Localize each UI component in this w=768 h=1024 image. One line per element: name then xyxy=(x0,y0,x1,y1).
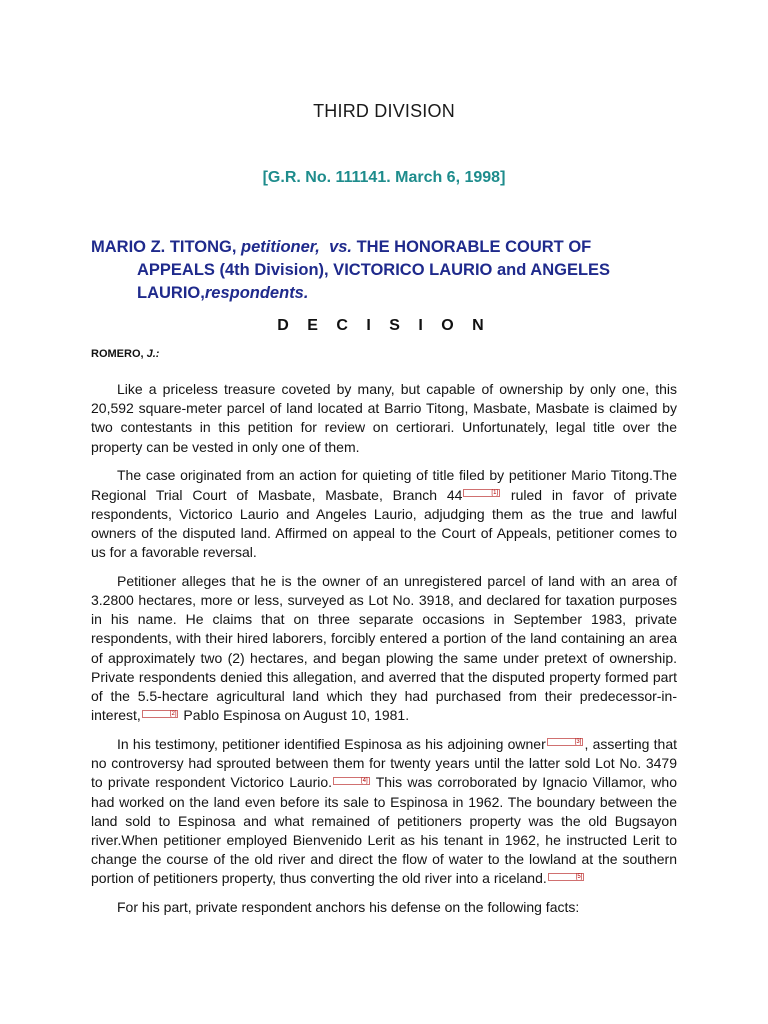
versus-label: vs. xyxy=(329,238,352,256)
footnote-link-3[interactable]: [3] xyxy=(547,738,584,746)
footnote-link-4[interactable]: [4] xyxy=(333,777,370,785)
respondents-role: respondents. xyxy=(204,284,309,302)
caption-line-2: APPEALS (4th Division), VICTORICO LAURIO and ANGELES xyxy=(137,261,611,279)
paragraph-4-text-c: This was corroborated by Ignacio Villamor, who had worked on the land even before its sale to Espinosa in 1962. The boundary between the land sold to Espinosa and what remained of petitioners property was the old Bugsayon river.When petitioner employed Bienvenido Lerit as his tenant in 1962, he instructed Lerit to change the course of the old river and direct the flow of water to the lowland at the southern portion of petitioners property, thus converting the old river into a riceland. xyxy=(91,774,677,887)
respondents-line-1: THE HONORABLE COURT OF xyxy=(356,238,592,256)
footnote-link-2[interactable]: [2] xyxy=(142,710,179,718)
paragraph-3-text-b: Pablo Espinosa on August 10, 1981. xyxy=(179,707,410,724)
paragraph-2-text-b: ruled in favor of private respondents, Victorico Laurio and Angeles Laurio, adjudging them as the true and lawful owners of the disputed land. Affirmed on appeal to the Court of Appeals, petitioner comes to us for a favorable reversal. xyxy=(91,486,678,561)
paragraph-2-text-a: The case originated from an action for quieting of title filed by petitioner Mario Titong.The Regional Trial Court of Masbate, Masbate, Branch 44 xyxy=(91,467,677,503)
gr-number-heading: [G.R. No. 111141. March 6, 1998] xyxy=(262,169,506,186)
caption-line-1 xyxy=(91,236,677,259)
paragraph-3 xyxy=(91,572,677,726)
footnote-link-1[interactable]: [1] xyxy=(463,489,500,497)
petitioner-name: MARIO Z. TITONG, xyxy=(91,238,237,256)
ponente xyxy=(91,348,159,360)
footnote-link-5[interactable]: [5] xyxy=(548,873,585,881)
division-heading: THIRD DIVISION xyxy=(313,101,455,121)
caption-line-3 xyxy=(91,282,677,305)
case-caption xyxy=(91,236,677,305)
petitioner-role: petitioner, xyxy=(241,238,320,256)
paragraph-4-text-b: , asserting that no controversy had sprouted between them for twenty years until the latter sold Lot No. 3479 to private respondent Victorico Laurio. xyxy=(91,735,678,791)
paragraph-5: For his part, private respondent anchors his defense on the following facts: xyxy=(117,899,580,916)
ponente-title: J.: xyxy=(146,348,160,360)
paragraph-2 xyxy=(91,466,677,562)
paragraph-4-text-a: In his testimony, petitioner identified Espinosa as his adjoining owner xyxy=(117,735,546,752)
paragraph-4 xyxy=(91,735,677,889)
ponente-name: ROMERO, xyxy=(91,348,144,360)
paragraph-1: Like a priceless treasure coveted by many, but capable of ownership by only one, this 20,592 square-meter parcel of land located at Barrio Titong, Masbate, Masbate is claimed by two contestants in this petition for review on certiorari. Unfortunately, legal title over the property can be vested in only one of them. xyxy=(91,381,677,455)
paragraph-3-text-a: Petitioner alleges that he is the owner of an unregistered parcel of land with an area of 3.2800 hectares, more or less, surveyed as Lot No. 3918, and declared for taxation purposes in his name. He claims that on three separate occasions in September 1983, private respondents, with their hired laborers, forcibly entered a portion of the land containing an area of approximately two (2) hectares, and began plowing the same under pretext of ownership. Private respondents denied this allegation, and averred that the disputed property formed part of the 5.5-hectare agricultural land which they had purchased from their predecessor-in-interest, xyxy=(91,572,677,724)
decision-body xyxy=(91,380,677,927)
decision-heading: D E C I S I O N xyxy=(277,317,491,334)
respondents-line-3: LAURIO, xyxy=(137,284,205,302)
